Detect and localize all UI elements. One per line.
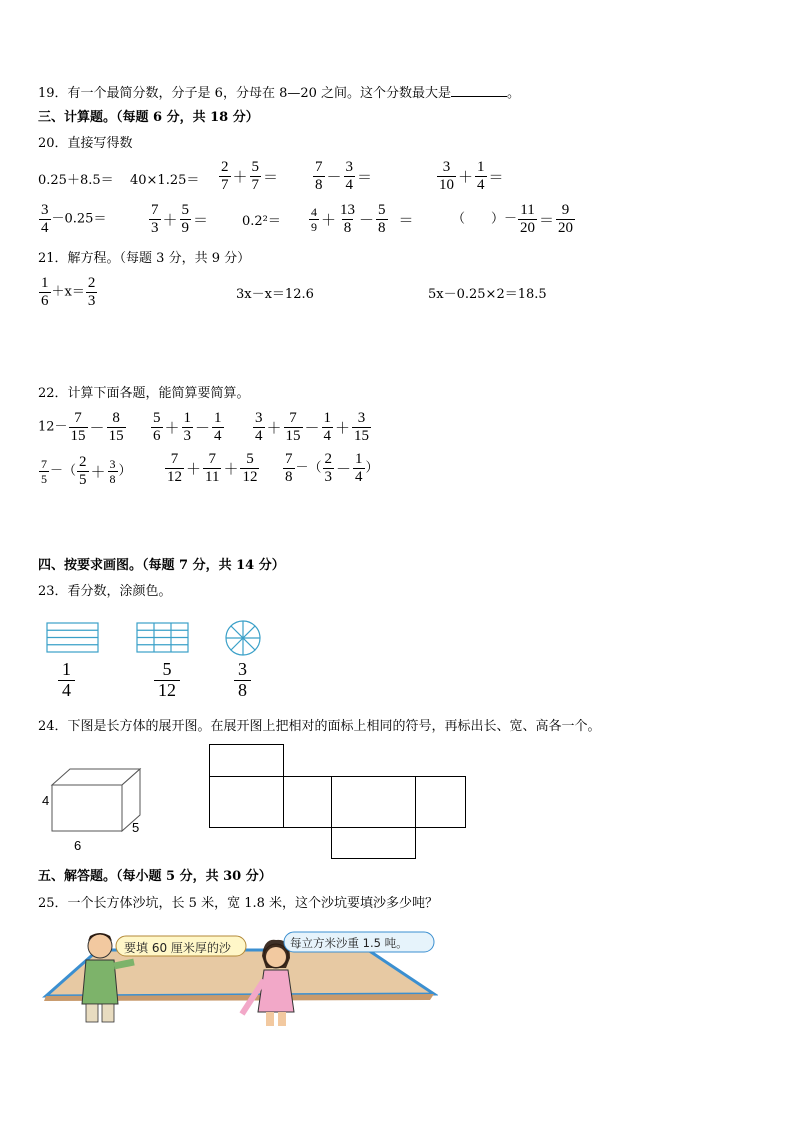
answer-blank[interactable] [451, 84, 507, 97]
question-22-title: 22．计算下面各题，能简算要简算。 [38, 386, 250, 401]
net-face-front[interactable] [209, 776, 284, 828]
question-20-title: 20．直接写得数 [38, 136, 133, 151]
net-face-side[interactable] [283, 776, 332, 828]
equation-3: 5x－0.25×2＝18.5 [428, 287, 547, 302]
section-4-heading: 四、按要求画图。（每题 7 分，共 14 分） [38, 558, 285, 573]
question-24-title: 24．下图是长方体的展开图。在展开图上把相对的面标上相同的符号，再标出长、宽、高各一个。 [38, 719, 601, 734]
calc-item: $\frac{7}{8}$ － $\frac{3}{4}$ ＝ [315, 159, 373, 193]
net-face-bottom[interactable] [331, 827, 416, 859]
cuboid-figure [50, 767, 142, 835]
calc-item: $\frac{7}{12}$ ＋ $\frac{7}{11}$ ＋ $\frac{5}{12}$ [167, 451, 258, 485]
question-21-title: 21．解方程。（每题 3 分，共 9 分） [38, 251, 251, 266]
question-25-title: 25．一个长方体沙坑，长 5 米，宽 1.8 米，这个沙坑要填沙多少吨？ [38, 896, 439, 911]
calc-item: $\frac{5}{6}$ ＋ $\frac{1}{3}$ － $\frac{1}{4}$ [153, 410, 222, 444]
calc-item: 0.25＋8.5＝ [38, 173, 114, 188]
circle-eighths-shape[interactable] [224, 619, 262, 657]
calc-item: $\frac{7}{5}$ －（ $\frac{2}{5}$ ＋ $\frac{3}{8}$ ） [41, 454, 132, 488]
fraction-label: $\frac{3}{8}$ [234, 660, 251, 700]
calc-item: 12－ $\frac{7}{15}$ － $\frac{8}{15}$ [38, 410, 124, 444]
equation-2: 3x－x＝12.6 [236, 287, 314, 302]
calc-item: $\frac{4}{9}$ ＋ $\frac{13}{8}$ － $\frac{5}{8}$ ＝ [311, 202, 414, 236]
calc-item: $\frac{7}{3}$ ＋ $\frac{5}{9}$ ＝ [151, 202, 209, 236]
calc-item: $\frac{7}{8}$ －（ $\frac{2}{3}$ － $\frac{1}{4}$ ） [285, 451, 379, 485]
calc-item: $\frac{3}{4}$ －0.25＝ [41, 202, 107, 236]
section-3-heading: 三、计算题。（每题 6 分，共 18 分） [38, 110, 259, 125]
section-5-heading: 五、解答题。（每小题 5 分，共 30 分） [38, 869, 272, 884]
height-label: 4 [42, 793, 50, 808]
width-label: 5 [132, 820, 140, 835]
fraction-label: $\frac{5}{12}$ [154, 660, 180, 700]
equation-1: $\frac{1}{6}$ ＋x＝ $\frac{2}{3}$ [41, 275, 96, 309]
net-face-back[interactable] [331, 776, 416, 828]
calc-item: （ ）－ $\frac{11}{20}$ ＝ $\frac{9}{20}$ [452, 202, 574, 236]
question-23-title: 23．看分数，涂颜色。 [38, 584, 172, 599]
speech-bubble-girl: 每立方米沙重 1.5 吨。 [290, 936, 408, 950]
calc-item: 40×1.25＝ [130, 173, 200, 188]
question-19: 19．有一个最简分数，分子是 6，分母在 8—20 之间。这个分数最大是 。 [38, 86, 521, 101]
calc-item: 0.2²＝ [242, 214, 281, 229]
length-label: 6 [74, 838, 82, 853]
rectangle-quarters-shape[interactable] [46, 622, 100, 654]
calc-item: $\frac{3}{10}$ ＋ $\frac{1}{4}$ ＝ [439, 159, 504, 193]
net-face-side-2[interactable] [415, 776, 466, 828]
speech-bubble-boy: 要填 60 厘米厚的沙 [124, 941, 231, 955]
fraction-label: $\frac{1}{4}$ [58, 660, 75, 700]
calc-item: $\frac{3}{4}$ ＋ $\frac{7}{15}$ － $\frac{1}{4}$ ＋ $\frac{3}{15}$ [255, 410, 370, 444]
net-face-top[interactable] [209, 744, 284, 777]
calc-item: $\frac{2}{7}$ ＋ $\frac{5}{7}$ ＝ [221, 159, 279, 193]
rectangle-twelfths-shape[interactable] [136, 622, 190, 654]
